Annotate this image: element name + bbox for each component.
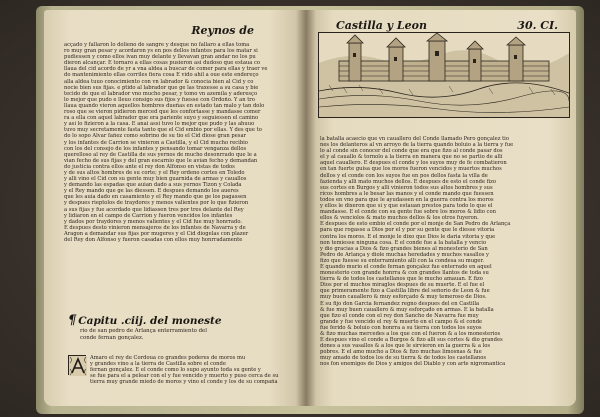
book-gutter: [296, 10, 316, 406]
text-line: E despues desto vinieron mensajeros de los infantes de Navarra y de: [64, 224, 246, 231]
text-line: y el Rey mando que ge las diessen. E despues demando los aueres: [64, 188, 239, 195]
text-line: fizo que fuesse su enterramiento alli con la condesa su muger.: [320, 257, 484, 264]
woodcut-illustration: [318, 32, 570, 118]
text-line: E quando murio el conde fernan gonçalez fue enterrado en aquel: [320, 263, 492, 270]
text-line: do justicia contra ellos ante el rey don Alfonso en vistas de todos: [64, 163, 235, 170]
text-line: sus cortes en Burgos y alli vinieron todos sus altos hombres y sus: [320, 184, 493, 191]
text-line: E despues de esto embio el conde por el monje de San Pedro de Arlança: [320, 221, 511, 228]
right-page: [306, 10, 576, 406]
text-line: mandasse. E el conde con su gente fue sobre los moros & lidio con: [320, 209, 496, 216]
text-line: y de sus altos hombres de su corte; y el Rey ordeno cortes en Toledo: [64, 169, 245, 176]
initial-ornament-icon: [69, 356, 87, 376]
text-line: grande y fue vencido el rey & muerto en el campo & el conde: [320, 318, 483, 325]
text-line: rio de san pedro de Arlança enterramiento del: [80, 328, 207, 334]
text-line: fernan gonçalez. E el conde como lo supo ayunto toda su gente y: [90, 367, 261, 374]
text-line: llaua del cid acordo de yr a vna aldea a buscar de comer para ellas y traer ve: [64, 66, 268, 73]
text-line: que les auia dado en casamiento y el Rey mando que ge los pagassen: [64, 194, 247, 201]
text-line: & fizo muchas mercedes a los que con el fueron & a los monesterios: [320, 331, 501, 337]
text-line: fue ferido & boluio con honrra a su tierra con todos los suyos: [320, 324, 482, 331]
text-line: fazienda y alli mato muchos dellos. E despues de esto el conde fizo: [320, 178, 497, 185]
text-line: del Rey don Alfonso y fueron casadas con ellos muy honrradamente: [64, 237, 243, 243]
text-line: dones a sus vasallos & a los que le sirvieron en la guerra & a los: [320, 343, 491, 350]
text-line: acçado y fallaron lo dolieno de sangre y desque no fallaro a ellas toma: [64, 42, 250, 48]
text-line: a sus fijas y fue acordado que lidiassen tres por tres delante del Rey: [64, 206, 244, 213]
chapter-text: [90, 355, 290, 385]
text-line: y ellos le dixeron que si y que estauan prestos para todo lo que el: [320, 203, 493, 210]
text-line: Dios por el muchos miraglos despues de su muerte. E el fue el: [320, 282, 485, 289]
text-line: lo mejor que pudo e lleuo consigo sus fijos y fuesse con Ordoño. Y an tro: [64, 96, 255, 103]
text-line: dieron alcançar. E tornaro a ellas cosas pusieron asi dudoso que estaua co: [64, 60, 261, 67]
right-page-text: [320, 136, 564, 368]
chapter-title: Capitu .ciij. del moneste: [78, 315, 222, 327]
folio-number: 30. CI.: [517, 19, 558, 32]
right-running-head: Castilla y Leon: [336, 19, 427, 32]
text-line: tuvo muy secretamente fasta tanto que el Cid embio por ellas. Y des que to: [64, 127, 262, 134]
text-line: todos en vno para que le ayudassen en la guerra contra los moros: [320, 196, 494, 203]
text-line: lo al conde sin conocer del conde que era que fizo al conde pasar dos: [320, 148, 503, 155]
text-line: tecido de que el labrador vno mucho pesar, y tomo vn azemila y aderesço: [64, 90, 258, 97]
text-line: & fue muy buen cauallero & muy esforçado en armas. E la batalla: [320, 306, 494, 313]
text-line: E despues vino el conde a Burgos & fizo alli sus cortes & dio grandes: [320, 337, 503, 344]
text-line: para que rogasse a Dios por el y por su gente que le diesse vitoria: [320, 227, 495, 234]
left-page-text: [64, 42, 290, 243]
text-line: querelloso al rey de Castilla de sus yernos de mucho desonrrado que le a: [64, 151, 257, 158]
text-line: que primeramente fizo a Castilla libre del señorio de Leon & fue: [320, 288, 490, 295]
text-line: dellos y el conde con los suyos fue en pos dellos fasta la villa de: [320, 172, 488, 179]
text-line: con los del consejo de los infantes y pensando tomar venganza dellos: [64, 145, 247, 152]
text-line: ricos hombres a le besar las manos y el conde mando que fuessen: [320, 190, 494, 197]
text-line: pobres. E el amo mucho a Dios & fizo muchas limosnas & fue: [320, 349, 482, 356]
text-line: monesterio con grande honrra & con grandes llantos de toda su: [320, 270, 489, 277]
text-line: muy amado de todos los de su tierra & de todos los castellanos: [320, 355, 487, 362]
left-page: [44, 10, 306, 406]
text-line: y grandes vino a la tierra de Castilla sobre el conde: [90, 361, 226, 368]
text-line: Amaro el rey de Cordoua co grandes poderes de moros mu: [90, 355, 246, 361]
left-running-head: Reynos de: [191, 24, 254, 37]
text-line: llaua quando vieron aquellos hombres dueñas en estado tan malo y tan dolo: [64, 102, 265, 109]
text-line: E su fijo don Garcia fernandez regno despues del en Castilla: [320, 300, 480, 307]
text-line: nos fon enemigos de Dios y amigos del Diablo y con arte nigromantica: [320, 361, 506, 368]
text-line: pudiessen y como ellos ivan muy delante y llevavan gran andar no los pu: [64, 54, 256, 61]
text-line: nes los delanteros al vn arroyo de la tierra quando boluio a la tierra y fue: [320, 142, 514, 149]
text-line: Aragon a demandar sus fijas por mugeres y el Cid diogelas con plazer: [64, 230, 249, 237]
decorated-initial: [68, 355, 86, 375]
text-line: ellos & venciolos & mato muchos dellos & los otros fuyeron.: [320, 215, 479, 222]
text-line: y asi lo fizieron a la casa. E anai assi tuvo lo mejor que pudo y las ahuuo: [64, 121, 255, 128]
text-line: y lidiaron en el campo de Carrion y fueron vencidos los infantes: [64, 212, 233, 219]
text-line: roso que se vieron pidieron merced que les confortasse y mandasse comer: [64, 109, 261, 116]
text-line: se fue para el a pelear con el y fue vencido y muerto y puso cerca de su: [90, 373, 279, 380]
text-line: en tan fuerte guisa que los moros fueron vencidos y muertos muchos: [320, 166, 502, 173]
text-line: conde fernan gonçalez.: [80, 334, 144, 341]
text-line: contra los moros. E el monje le dixo que Dios le daria vitoria y que: [320, 233, 496, 240]
text-line: y despues rieptolos de traydores y menos valientes por lo que fizieron: [64, 200, 249, 207]
pilcrow-icon: ¶: [68, 313, 77, 328]
text-line: ra a ella con aquel labrador que era pariente suyo y seguiessen el camino: [64, 115, 259, 122]
text-line: nocie bien sus fijas. e ptido al labrador que ge las traxesse a su casa y bie: [64, 84, 259, 91]
chapter-subtitle: [68, 328, 294, 341]
text-line: do mantenimiento ellas corriles fiera cosa E vido ahil a oue este endereço: [64, 72, 259, 79]
text-line: Pedro de Arlança y diole muchas heredades y muchos vasallos y: [320, 251, 489, 258]
walled-town-woodcut-icon: [319, 33, 569, 117]
text-line: non temiesse ninguna cosa. E el conde fue a la batalla y vencio: [320, 239, 487, 246]
text-line: y los infantes de Carrion se vinieron a Castilla, y el Cid mucho recibio: [64, 139, 248, 146]
text-line: ro muy gran pesar y acordaron ys en pos dellos infantes para los matar si: [64, 48, 258, 55]
text-line: tierra & de todos los castellanos que le mucho amauan. E fizo: [320, 276, 483, 283]
text-line: vian fecho de sus fijas y del gran escarnio que le avian fecho y demandan: [64, 157, 258, 164]
chapter-heading: [68, 313, 294, 341]
text-line: el y al cauallo & tornolo a la tierra en manera que no se partio de alli: [320, 154, 503, 161]
text-line: alla aldea tuuo conocimiento con vn labrador & conocia bien al Cid y co: [64, 78, 254, 85]
text-line: la batalla acaecio que vn cauallero del Conde llamado Pero gonçalez tio: [320, 136, 509, 142]
text-line: y demando las espadas que auian dado a sus yernos Tizon y Colada: [64, 182, 242, 189]
text-line: aquel cauallero. E despues el conde y los suyos muy de fe combatieron: [320, 160, 507, 167]
text-line: y dados por traydores y menos valientes y el Cid fue muy honrrado.: [64, 218, 243, 225]
text-line: que fizo el conde con el rey don Sancho de Navarra fue muy: [320, 312, 479, 319]
text-line: y dio gracias a Dios & fizo grandes bienes al monesterio de San: [320, 245, 488, 252]
text-line: muy buen cauallero & muy esforçado & muy temeroso de Dios.: [320, 294, 487, 301]
text-line: y alli vino el Cid con su gente muy bien guarnida de armas y cauallos: [64, 176, 247, 183]
text-line: tierra muy grande miedo de moros y vino el conde y los de su compaña: [90, 379, 278, 386]
text-line: do lo sopo Alvar fañez como sobrino de su tio el Cid diose gran pesar: [64, 133, 247, 140]
